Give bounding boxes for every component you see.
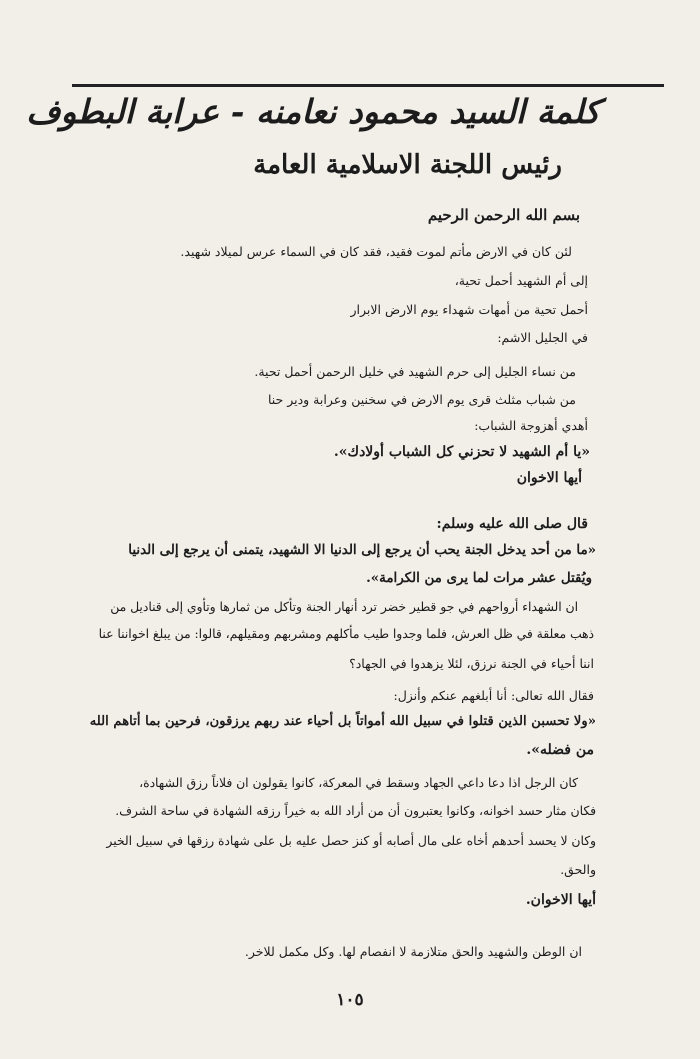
hadith-line: ويُقتل عشر مرات لما يرى من الكرامة». bbox=[366, 570, 592, 586]
body-line-bold: أيها الاخوان. bbox=[525, 892, 596, 908]
body-line: لئن كان في الارض مأتم لموت فقيد، فقد كان في السماء عرس لميلاد شهيد. bbox=[180, 244, 572, 259]
body-line: ان الشهداء أرواحهم في جو قطير خضر ترد أنهار الجنة وتأكل من ثمارها وتأوي إلى قناديل من bbox=[110, 600, 578, 614]
body-line: من شباب مثلث قرى يوم الارض في سخنين وعرابة ودير حنا bbox=[267, 392, 576, 407]
body-line: أحمل تحية من أمهات شهداء يوم الارض الابرار bbox=[350, 302, 588, 317]
body-line: أهدي أهزوجة الشباب: bbox=[474, 418, 588, 433]
body-line-bold: قال صلى الله عليه وسلم: bbox=[436, 516, 588, 532]
page-number: ١٠٥ bbox=[336, 990, 364, 1010]
top-rule bbox=[72, 84, 664, 87]
body-line: من نساء الجليل إلى حرم الشهيد في خليل الرحمن أحمل تحية. bbox=[254, 364, 576, 379]
body-line: اننا أحياء في الجنة نرزق، لئلا يزهدوا في الجهاد؟ bbox=[349, 656, 594, 671]
body-line: والحق. bbox=[560, 862, 596, 877]
body-line-bold: أيها الاخوان bbox=[516, 470, 582, 486]
body-line: فكان مثار حسد اخوانه، وكانوا يعتبرون أن من أراد الله به خيراً رزقه الشهادة في ساحة الشرف. bbox=[115, 804, 596, 818]
body-line: فقال الله تعالى: أنا أبلغهم عنكم وأنزل: bbox=[393, 688, 594, 703]
quran-line: «ولا تحسبن الذين قتلوا في سبيل الله أمواتاً بل أحياء عند ربهم يرزقون، فرحين بما أتاهم الله bbox=[89, 714, 596, 729]
body-line: كان الرجل اذا دعا داعي الجهاد وسقط في المعركة، كانوا يقولون ان فلاناً رزق الشهادة، bbox=[139, 776, 578, 790]
body-line: وكان لا يحسد أحدهم أخاه على مال أصابه أو كنز حصل عليه بل على شهادة رزقها في سبيل الخير bbox=[106, 834, 596, 848]
basmala-heading: بسم الله الرحمن الرحيم bbox=[427, 206, 580, 224]
body-line: ان الوطن والشهيد والحق متلازمة لا انفصام لها. وكل مكمل للاخر. bbox=[244, 944, 582, 959]
body-line: ذهب معلقة في ظل العرش، فلما وجدوا طيب مأكلهم ومشربهم ومقيلهم، قالوا: من يبلغ اخواننا عنا bbox=[98, 627, 594, 641]
body-line: في الجليل الاشم: bbox=[497, 330, 588, 345]
body-line-bold: «يا أم الشهيد لا تحزني كل الشباب أولادك». bbox=[333, 444, 590, 460]
body-line: إلى أم الشهيد أحمل تحية، bbox=[454, 273, 588, 288]
hadith-line: «ما من أحد يدخل الجنة يحب أن يرجع إلى الدنيا الا الشهيد، يتمنى أن يرجع إلى الدنيا bbox=[128, 542, 596, 558]
speech-title: كلمة السيد محمود نعامنه - عرابة البطوف bbox=[26, 92, 600, 131]
quran-line: من فضله». bbox=[526, 742, 594, 758]
speech-subtitle: رئيس اللجنة الاسلامية العامة bbox=[253, 150, 562, 180]
